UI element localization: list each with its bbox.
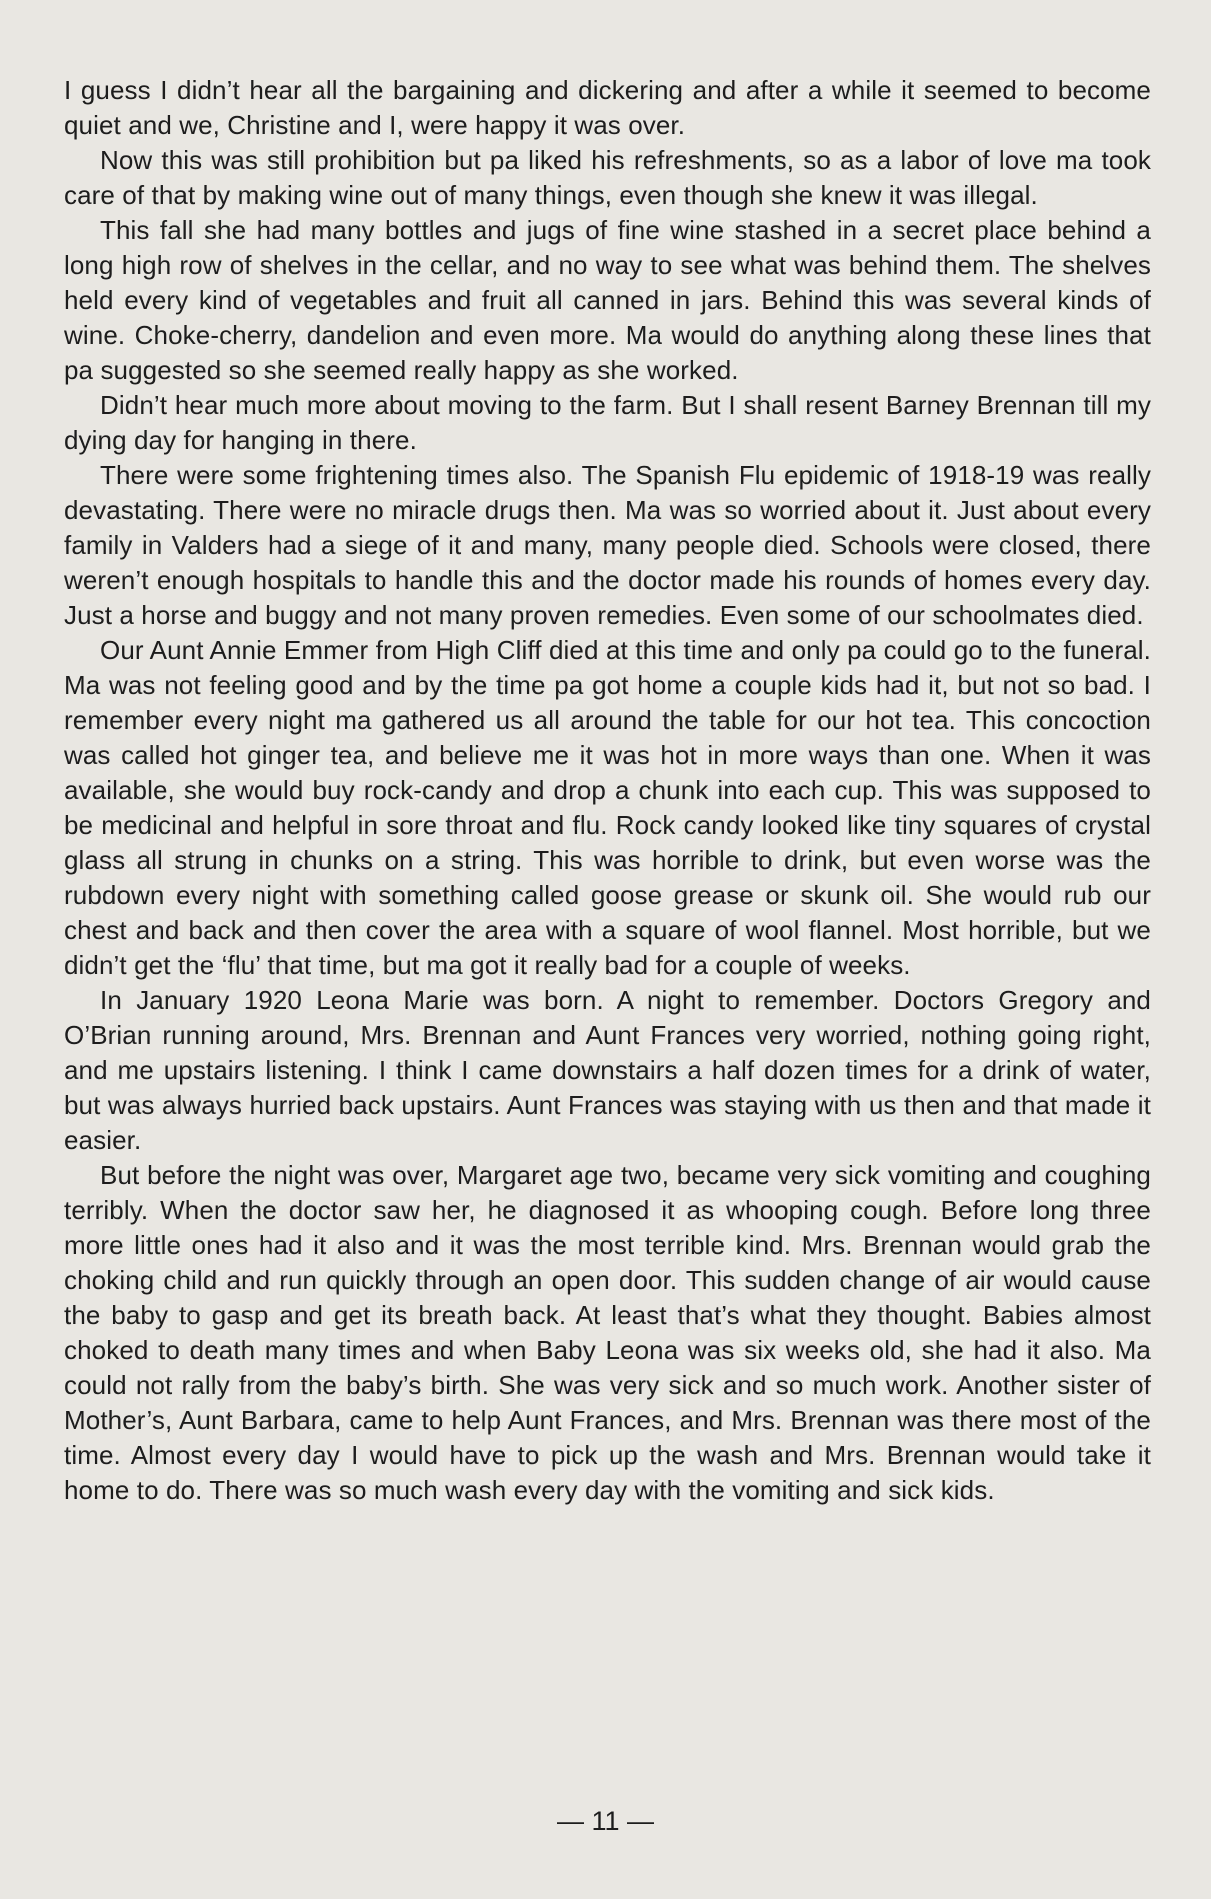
- paragraph-6: Our Aunt Annie Emmer from High Cliff died at this time and only pa could go to the funeral. Ma was not feeling good and by the time pa got home a couple kids had it, but not so bad. I remember every night ma gathered us all around the table for our hot tea. This concoction was called hot ginger tea, and believe me it was hot in more ways than one. When it was available, she would buy rock-candy and drop a chunk into each cup. This was supposed to be medicinal and helpful in sore throat and flu. Rock candy looked like tiny squares of crystal glass all strung in chunks on a string. This was horrible to drink, but even worse was the rubdown every night with something called goose grease or skunk oil. She would rub our chest and back and then cover the area with a square of wool flannel. Most horrible, but we didn’t get the ‘flu’ that time, but ma got it really bad for a couple of weeks.: [64, 635, 1151, 980]
- paragraph-4: Didn’t hear much more about moving to the farm. But I shall resent Barney Brennan till my dying day for hanging in there.: [64, 390, 1151, 455]
- paragraph-3: This fall she had many bottles and jugs of fine wine stashed in a secret place behind a long high row of shelves in the cellar, and no way to see what was behind them. The shelves held every kind of vegetables and fruit all canned in jars. Behind this was several kinds of wine. Choke-cherry, dandelion and even more. Ma would do anything along these lines that pa suggested so she seemed really happy as she worked.: [64, 215, 1151, 385]
- paragraph-8: But before the night was over, Margaret age two, became very sick vomiting and coughing terribly. When the doctor saw her, he diagnosed it as whooping cough. Before long three more little ones had it also and it was the most terrible kind. Mrs. Brennan would grab the choking child and run quickly through an open door. This sudden change of air would cause the baby to gasp and get its breath back. At least that’s what they thought. Babies almost choked to death many times and when Baby Leona was six weeks old, she had it also. Ma could not rally from the baby’s birth. She was very sick and so much work. Another sister of Mother’s, Aunt Barbara, came to help Aunt Frances, and Mrs. Brennan was there most of the time. Almost every day I would have to pick up the wash and Mrs. Brennan would take it home to do. There was so much wash every day with the vomiting and sick kids.: [64, 1160, 1151, 1505]
- paragraph-7: In January 1920 Leona Marie was born. A night to remember. Doctors Gregory and O’Brian running around, Mrs. Brennan and Aunt Frances very worried, nothing going right, and me upstairs listening. I think I came downstairs a half dozen times for a drink of water, but was always hurried back upstairs. Aunt Frances was staying with us then and that made it easier.: [64, 985, 1151, 1155]
- paragraph-2: Now this was still prohibition but pa liked his refreshments, so as a labor of love ma took care of that by making wine out of many things, even though she knew it was illegal.: [64, 145, 1151, 210]
- paragraph-5: There were some frightening times also. The Spanish Flu epidemic of 1918-19 was really devastating. There were no miracle drugs then. Ma was so worried about it. Just about every family in Valders had a siege of it and many, many people died. Schools were closed, there weren’t enough hospitals to handle this and the doctor made his rounds of homes every day. Just a horse and buggy and not many proven remedies. Even some of our schoolmates died.: [64, 460, 1151, 630]
- paragraph-1: I guess I didn’t hear all the bargaining and dickering and after a while it seemed to become quiet and we, Christine and I, were happy it was over.: [64, 75, 1151, 140]
- body-text: [64, 73, 1151, 1508]
- page-number: — 11 —: [556, 1806, 655, 1836]
